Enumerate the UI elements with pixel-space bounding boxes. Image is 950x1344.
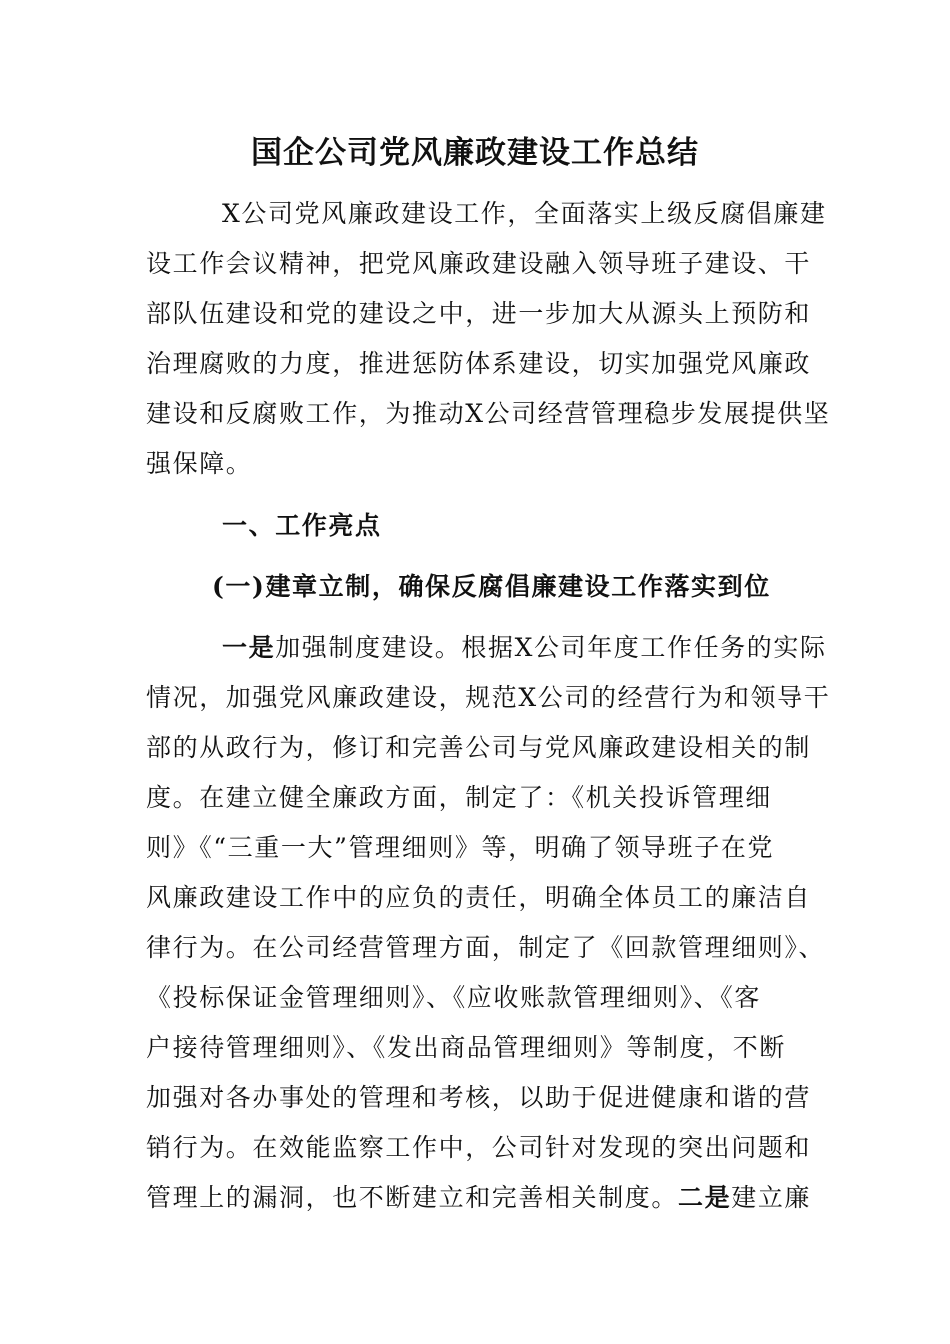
- para-line: 加强对各办事处的管理和考核，以助于促进健康和谐的营: [146, 1083, 812, 1112]
- intro-line: 强保障。: [146, 449, 253, 478]
- intro-line: X公司党风廉政建设工作，全面落实上级反腐倡廉建: [222, 199, 827, 228]
- intro-line: 部队伍建设和党的建设之中，进一步加大从源头上预防和: [146, 299, 812, 328]
- para-line: 户接待管理细则》、《发出商品管理细则》等制度，不断: [146, 1033, 787, 1062]
- section-heading: 一、工作亮点: [222, 511, 382, 540]
- para-line: 则》《“三重一大”管理细则》等，明确了领导班子在党: [146, 833, 775, 862]
- intro-line: 建设和反腐败工作，为推动X公司经营管理稳步发展提供坚: [146, 399, 831, 428]
- para-line: 风廉政建设工作中的应负的责任，明确全体员工的廉洁自: [146, 883, 812, 912]
- para-line-text: 建立廉: [731, 1183, 812, 1212]
- para-line: [222, 628, 902, 668]
- para-line-text: 加强制度建设。根据X公司年度工作任务的实际: [275, 633, 827, 662]
- para-line: 情况，加强党风廉政建设，规范X公司的经营行为和领导干: [146, 683, 831, 712]
- para-line: [146, 1178, 826, 1218]
- document-title: 国企公司党风廉政建设工作总结: [251, 135, 699, 171]
- lead-bold-marker: 一是: [222, 633, 276, 662]
- para-line: 度。在建立健全廉政方面，制定了：《机关投诉管理细: [146, 783, 772, 812]
- para-line: 部的从政行为，修订和完善公司与党风廉政建设相关的制: [146, 733, 812, 762]
- para-line: 销行为。在效能监察工作中，公司针对发现的突出问题和: [146, 1133, 812, 1162]
- para-line-text: 管理上的漏洞，也不断建立和完善相关制度。: [146, 1183, 679, 1212]
- para-line: 律行为。在公司经营管理方面，制定了《回款管理细则》、: [146, 933, 826, 962]
- subsection-heading: (一)建章立制，确保反腐倡廉建设工作落实到位: [212, 572, 771, 601]
- para-line: 《投标保证金管理细则》、《应收账款管理细则》、《客: [146, 983, 762, 1012]
- intro-line: 设工作会议精神，把党风廉政建设融入领导班子建设、干: [146, 249, 812, 278]
- intro-line: 治理腐败的力度，推进惩防体系建设，切实加强党风廉政: [146, 349, 812, 378]
- lead-bold-marker: 二是: [678, 1183, 732, 1212]
